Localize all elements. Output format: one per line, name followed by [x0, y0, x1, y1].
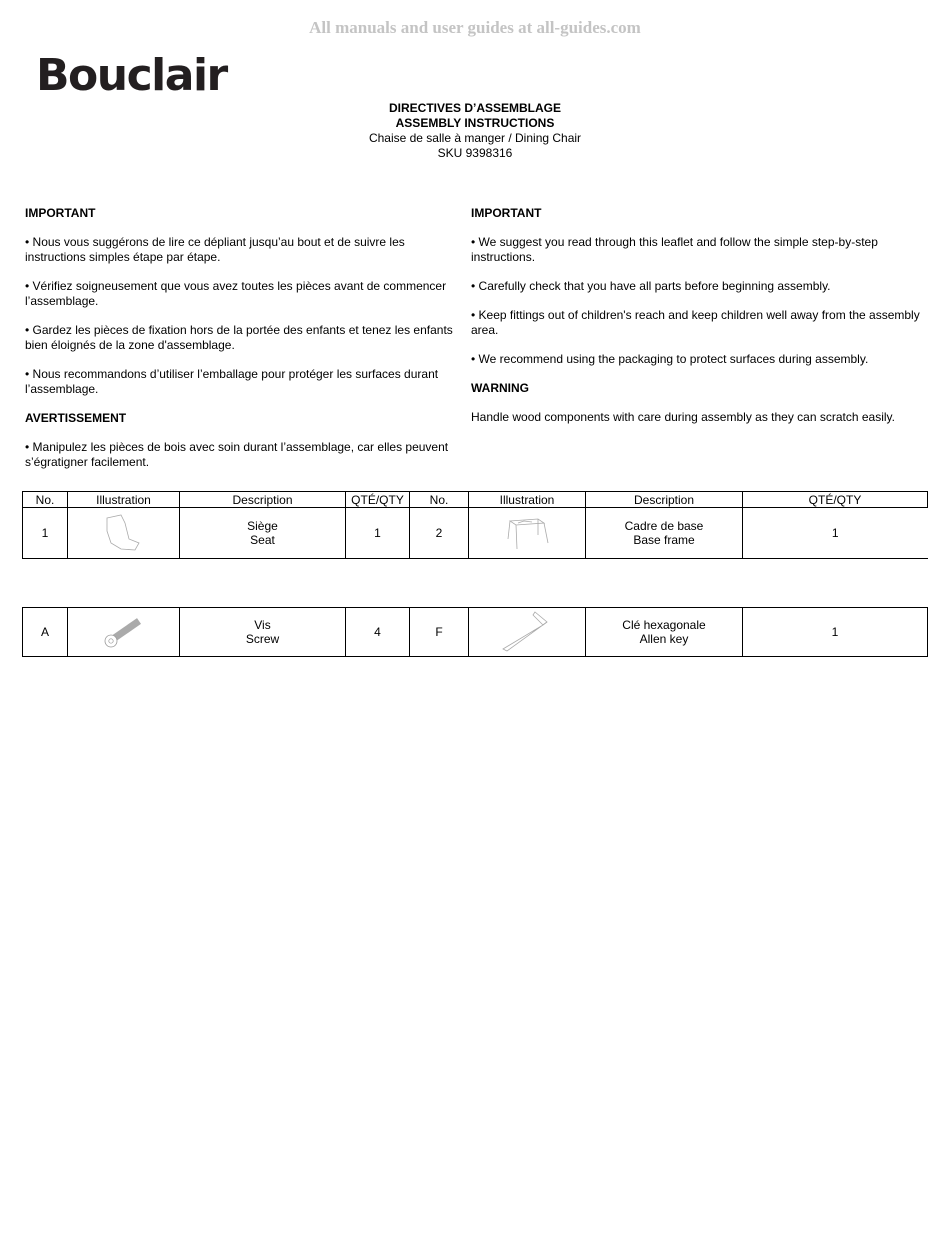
- bullet-fr-2: • Vérifiez soigneusement que vous avez toutes les pièces avant de commencer l’assemblage.: [25, 279, 447, 308]
- bullet-en-2: • Carefully check that you have all parts before beginning assembly.: [471, 279, 831, 293]
- hardware-description: Vis Screw: [180, 608, 346, 657]
- chair-seat-icon: [68, 508, 180, 559]
- important-heading-en: IMPORTANT: [471, 206, 542, 220]
- table-header-row: [23, 492, 928, 508]
- sku: SKU 9398316: [437, 146, 513, 160]
- hardware-qty: 4: [346, 608, 410, 657]
- warning-text-en: Handle wood components with care during assembly as they can scratch easily.: [471, 410, 895, 424]
- bullet-fr-4: • Nous recommandons d’utiliser l’emballage pour protéger les surfaces durant l’assemblage.: [25, 367, 439, 396]
- bullet-fr-1: • Nous vous suggérons de lire ce dépliant jusqu’au bout et de suivre les instructions simples étape par étape.: [25, 235, 405, 264]
- table-row: [23, 608, 928, 657]
- base-frame-icon: [469, 508, 586, 559]
- bullet-en-4: • We recommend using the packaging to protect surfaces during assembly.: [471, 352, 869, 366]
- header-no-2: No.: [410, 492, 469, 508]
- french-instructions: [25, 206, 465, 484]
- header-description-2: Description: [586, 492, 743, 508]
- allen-key-icon: [469, 608, 586, 657]
- header-illustration-2: Illustration: [469, 492, 586, 508]
- part-qty: 1: [743, 508, 928, 559]
- hardware-description: Clé hexagonale Allen key: [586, 608, 743, 657]
- warning-text-fr: • Manipulez les pièces de bois avec soin durant l’assemblage, car elles peuvent s’égratigner facilement.: [25, 440, 449, 469]
- hardware-table: [22, 607, 928, 657]
- table-row: [23, 508, 928, 559]
- document-title: [0, 101, 950, 161]
- warning-heading-fr: AVERTISSEMENT: [25, 411, 127, 425]
- header-qty: QTÉ/QTY: [346, 492, 410, 508]
- product-name: Chaise de salle à manger / Dining Chair: [368, 131, 582, 145]
- part-qty: 1: [346, 508, 410, 559]
- bullet-en-3: • Keep fittings out of children's reach and keep children well away from the assembly area.: [471, 308, 920, 337]
- hardware-no: A: [23, 608, 68, 657]
- hardware-no: F: [410, 608, 469, 657]
- part-no: 1: [23, 508, 68, 559]
- warning-heading-en: WARNING: [471, 381, 529, 395]
- part-description: Siège Seat: [180, 508, 346, 559]
- header-qty-2: QTÉ/QTY: [743, 492, 928, 508]
- important-heading-fr: IMPORTANT: [25, 206, 96, 220]
- part-no: 2: [410, 508, 469, 559]
- header-no: No.: [23, 492, 68, 508]
- parts-table: [22, 491, 928, 559]
- header-description: Description: [180, 492, 346, 508]
- brand-logo: Bouclair: [36, 50, 227, 101]
- hardware-qty: 1: [743, 608, 928, 657]
- watermark: All manuals and user guides at all-guides.com: [309, 18, 641, 37]
- header-illustration: Illustration: [68, 492, 180, 508]
- part-description: Cadre de base Base frame: [586, 508, 743, 559]
- title-english: ASSEMBLY INSTRUCTIONS: [395, 116, 555, 130]
- english-instructions: [471, 206, 921, 439]
- screw-icon: [68, 608, 180, 657]
- title-french: DIRECTIVES D’ASSEMBLAGE: [388, 101, 562, 115]
- bullet-en-1: • We suggest you read through this leaflet and follow the simple step-by-step instructions.: [471, 235, 878, 264]
- bullet-fr-3: • Gardez les pièces de fixation hors de la portée des enfants et tenez les enfants bien éloignés de la zone d'assemblage.: [25, 323, 453, 352]
